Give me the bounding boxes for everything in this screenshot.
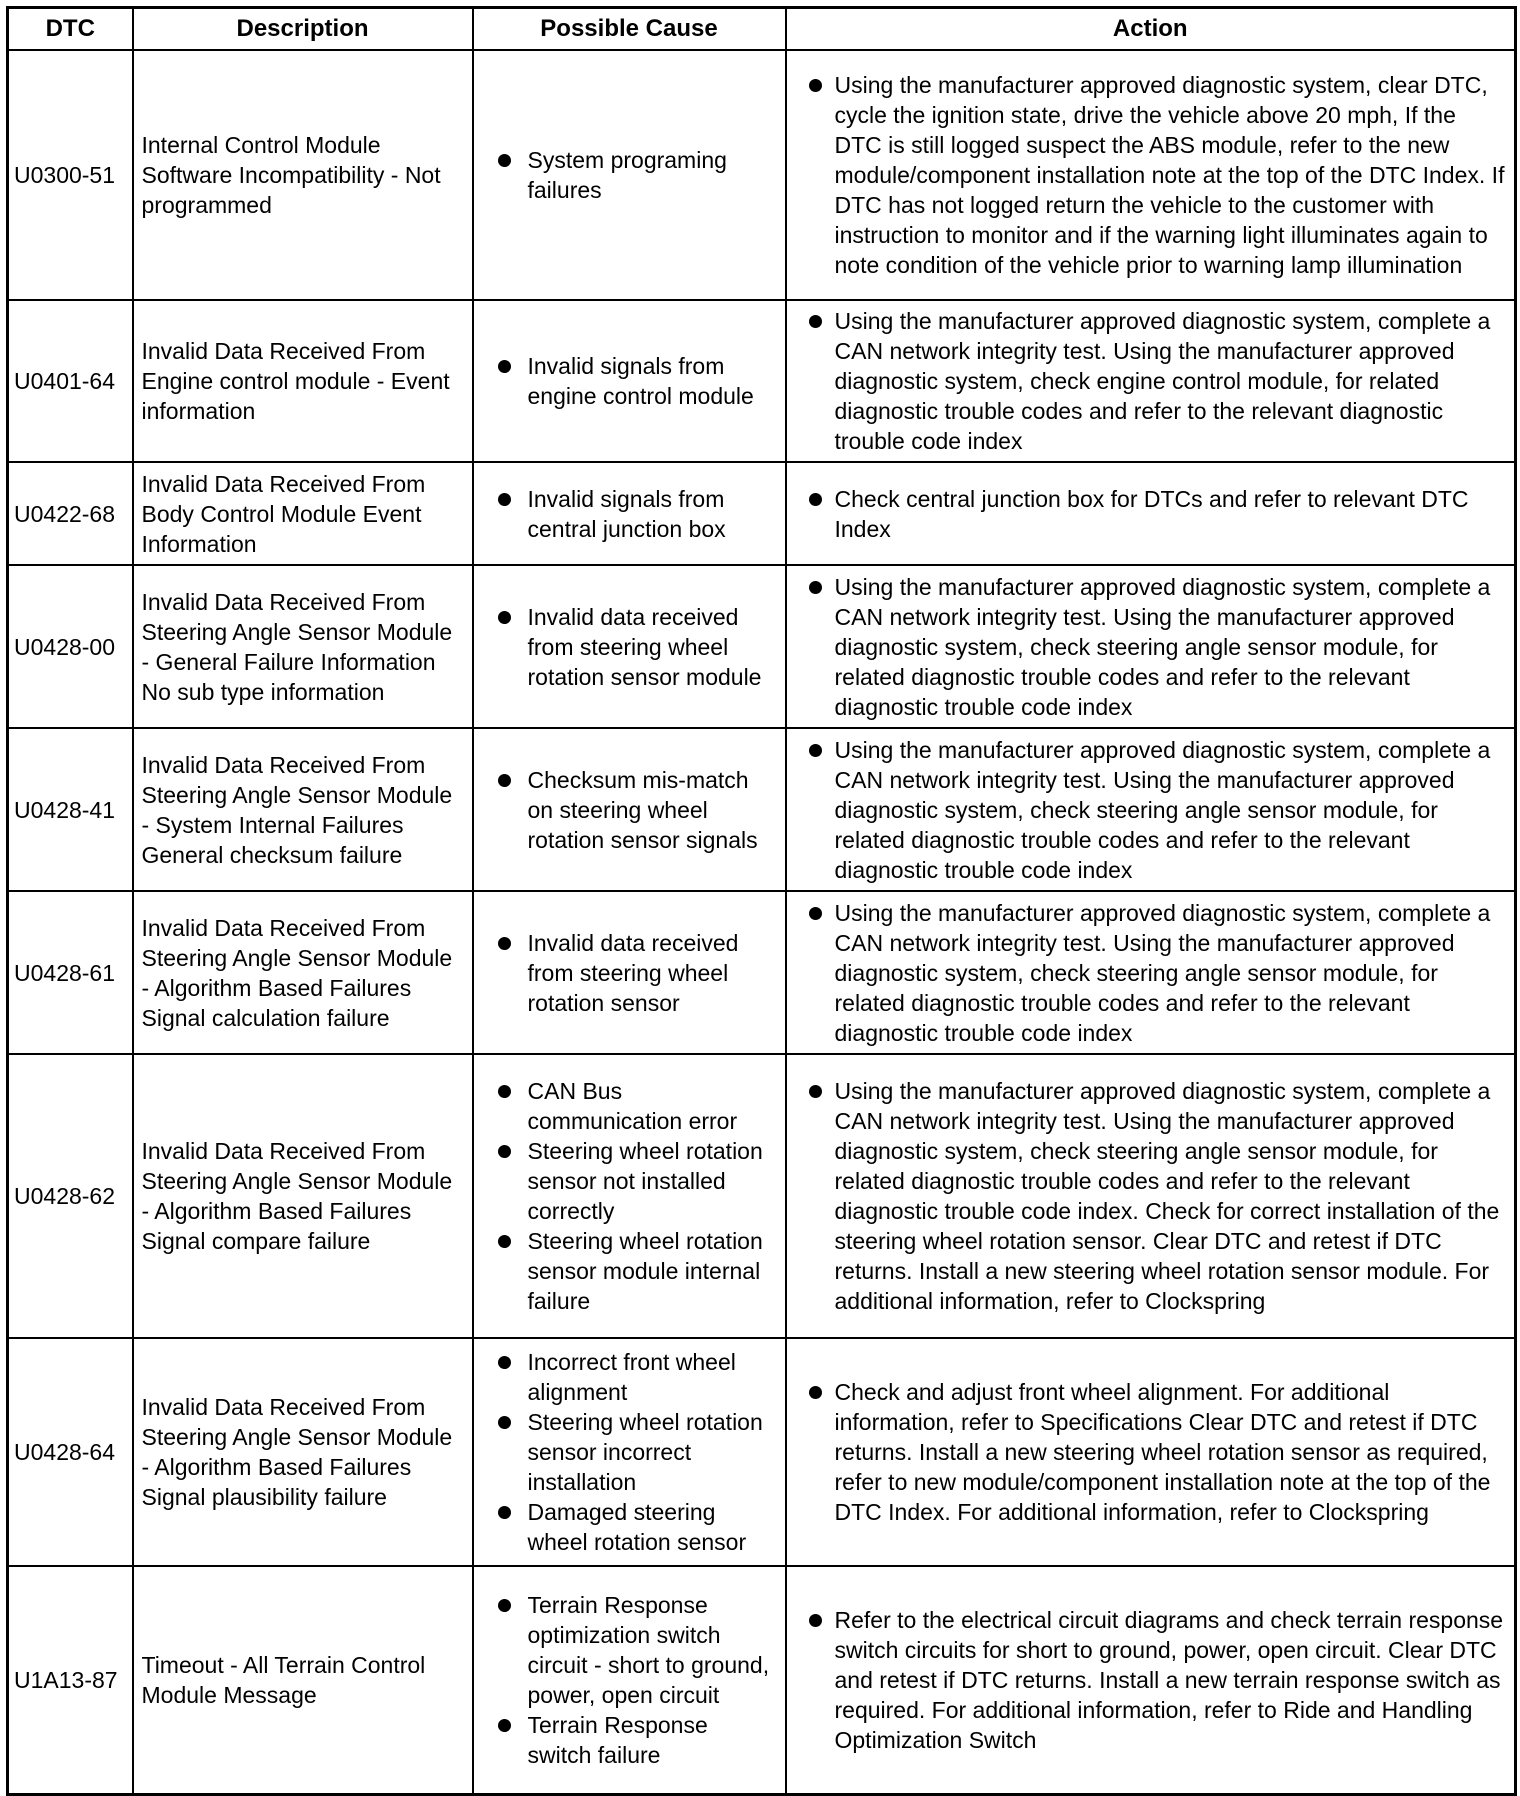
cause-item: Invalid data received from steering wheel rotation sensor module bbox=[482, 602, 777, 692]
dtc-code: U0428-41 bbox=[8, 728, 133, 891]
action-item: Using the manufacturer approved diagnostic system, complete a CAN network integrity test. Using the manufacturer approved diagnostic system, check steering angle sensor module, for related diagnostic trouble codes and refer to the relevant diagnostic trouble code index bbox=[795, 735, 1507, 885]
cause-item: Steering wheel rotation sensor not installed correctly bbox=[482, 1136, 777, 1226]
action-cell bbox=[786, 1566, 1516, 1794]
dtc-code: U0428-64 bbox=[8, 1338, 133, 1566]
cause-item: System programing failures bbox=[482, 145, 777, 205]
cause-item: Steering wheel rotation sensor incorrect installation bbox=[482, 1407, 777, 1497]
possible-cause-cell bbox=[473, 1054, 786, 1338]
dtc-description: Invalid Data Received From Engine control module - Event information bbox=[133, 300, 473, 462]
action-cell bbox=[786, 565, 1516, 728]
table-row bbox=[8, 1566, 1516, 1794]
possible-cause-cell bbox=[473, 1566, 786, 1794]
possible-cause-cell bbox=[473, 891, 786, 1054]
possible-cause-cell bbox=[473, 462, 786, 565]
dtc-description: Timeout - All Terrain Control Module Message bbox=[133, 1566, 473, 1794]
cause-item: Steering wheel rotation sensor module internal failure bbox=[482, 1226, 777, 1316]
table-row bbox=[8, 728, 1516, 891]
cause-item: Invalid signals from central junction box bbox=[482, 484, 777, 544]
dtc-description: Invalid Data Received From Steering Angle Sensor Module - General Failure Information No sub type information bbox=[133, 565, 473, 728]
dtc-description: Invalid Data Received From Steering Angle Sensor Module - System Internal Failures General checksum failure bbox=[133, 728, 473, 891]
table-row bbox=[8, 891, 1516, 1054]
action-cell bbox=[786, 300, 1516, 462]
dtc-code: U0428-00 bbox=[8, 565, 133, 728]
action-cell bbox=[786, 1338, 1516, 1566]
action-item: Refer to the electrical circuit diagrams and check terrain response switch circuits for short to ground, power, open circuit. Clear DTC and retest if DTC returns. Install a new terrain response switch as required. For additional information, refer to Ride and Handling Optimization Switch bbox=[795, 1605, 1507, 1755]
cause-item: Invalid data received from steering wheel rotation sensor bbox=[482, 928, 777, 1018]
action-item: Check and adjust front wheel alignment. For additional information, refer to Specifications Clear DTC and retest if DTC returns. Install a new steering wheel rotation sensor as required, refer to new module/component installation note at the top of the DTC Index. For additional information, refer to Clockspring bbox=[795, 1377, 1507, 1527]
possible-cause-cell bbox=[473, 1338, 786, 1566]
dtc-code: U0422-68 bbox=[8, 462, 133, 565]
cause-item: Damaged steering wheel rotation sensor bbox=[482, 1497, 777, 1557]
action-item: Using the manufacturer approved diagnostic system, complete a CAN network integrity test. Using the manufacturer approved diagnostic system, check steering angle sensor module, for related diagnostic trouble codes and refer to the relevant diagnostic trouble code index. Check for correct installation of the steering wheel rotation sensor. Clear DTC and retest if DTC returns. Install a new steering wheel rotation sensor module. For additional information, refer to Clockspring bbox=[795, 1076, 1507, 1316]
dtc-code: U0428-61 bbox=[8, 891, 133, 1054]
dtc-code: U0428-62 bbox=[8, 1054, 133, 1338]
header-possible-cause: Possible Cause bbox=[473, 8, 786, 51]
table-row bbox=[8, 1338, 1516, 1566]
table-header-row bbox=[8, 8, 1516, 51]
header-dtc: DTC bbox=[8, 8, 133, 51]
dtc-table-frame bbox=[6, 6, 1514, 1790]
cause-item: Checksum mis-match on steering wheel rotation sensor signals bbox=[482, 765, 777, 855]
action-cell bbox=[786, 50, 1516, 300]
dtc-description: Invalid Data Received From Steering Angle Sensor Module - Algorithm Based Failures Signal calculation failure bbox=[133, 891, 473, 1054]
action-cell bbox=[786, 728, 1516, 891]
dtc-code: U0300-51 bbox=[8, 50, 133, 300]
action-item: Using the manufacturer approved diagnostic system, complete a CAN network integrity test. Using the manufacturer approved diagnostic system, check steering angle sensor module, for related diagnostic trouble codes and refer to the relevant diagnostic trouble code index bbox=[795, 898, 1507, 1048]
header-action: Action bbox=[786, 8, 1516, 51]
dtc-description: Invalid Data Received From Steering Angle Sensor Module - Algorithm Based Failures Signal plausibility failure bbox=[133, 1338, 473, 1566]
dtc-table bbox=[6, 6, 1517, 1796]
table-row bbox=[8, 565, 1516, 728]
action-item: Using the manufacturer approved diagnostic system, complete a CAN network integrity test. Using the manufacturer approved diagnostic system, check steering angle sensor module, for related diagnostic trouble codes and refer to the relevant diagnostic trouble code index bbox=[795, 572, 1507, 722]
dtc-code: U0401-64 bbox=[8, 300, 133, 462]
possible-cause-cell bbox=[473, 50, 786, 300]
possible-cause-cell bbox=[473, 565, 786, 728]
dtc-code: U1A13-87 bbox=[8, 1566, 133, 1794]
table-row bbox=[8, 462, 1516, 565]
possible-cause-cell bbox=[473, 300, 786, 462]
action-cell bbox=[786, 891, 1516, 1054]
table-row bbox=[8, 1054, 1516, 1338]
header-description: Description bbox=[133, 8, 473, 51]
dtc-description: Invalid Data Received From Steering Angle Sensor Module - Algorithm Based Failures Signal compare failure bbox=[133, 1054, 473, 1338]
action-cell bbox=[786, 1054, 1516, 1338]
dtc-description: Internal Control Module Software Incompatibility - Not programmed bbox=[133, 50, 473, 300]
cause-item: Invalid signals from engine control module bbox=[482, 351, 777, 411]
cause-item: CAN Bus communication error bbox=[482, 1076, 777, 1136]
possible-cause-cell bbox=[473, 728, 786, 891]
dtc-description: Invalid Data Received From Body Control Module Event Information bbox=[133, 462, 473, 565]
action-item: Check central junction box for DTCs and refer to relevant DTC Index bbox=[795, 484, 1507, 544]
action-cell bbox=[786, 462, 1516, 565]
action-item: Using the manufacturer approved diagnostic system, clear DTC, cycle the ignition state, drive the vehicle above 20 mph, If the DTC is still logged suspect the ABS module, refer to the new module/component installation note at the top of the DTC Index. If DTC has not logged return the vehicle to the customer with instruction to monitor and if the warning light illuminates again to note condition of the vehicle prior to warning lamp illumination bbox=[795, 70, 1507, 280]
table-row bbox=[8, 300, 1516, 462]
action-item: Using the manufacturer approved diagnostic system, complete a CAN network integrity test. Using the manufacturer approved diagnostic system, check engine control module, for related diagnostic trouble codes and refer to the relevant diagnostic trouble code index bbox=[795, 306, 1507, 456]
cause-item: Terrain Response switch failure bbox=[482, 1710, 777, 1770]
table-row bbox=[8, 50, 1516, 300]
cause-item: Incorrect front wheel alignment bbox=[482, 1347, 777, 1407]
cause-item: Terrain Response optimization switch circuit - short to ground, power, open circuit bbox=[482, 1590, 777, 1710]
